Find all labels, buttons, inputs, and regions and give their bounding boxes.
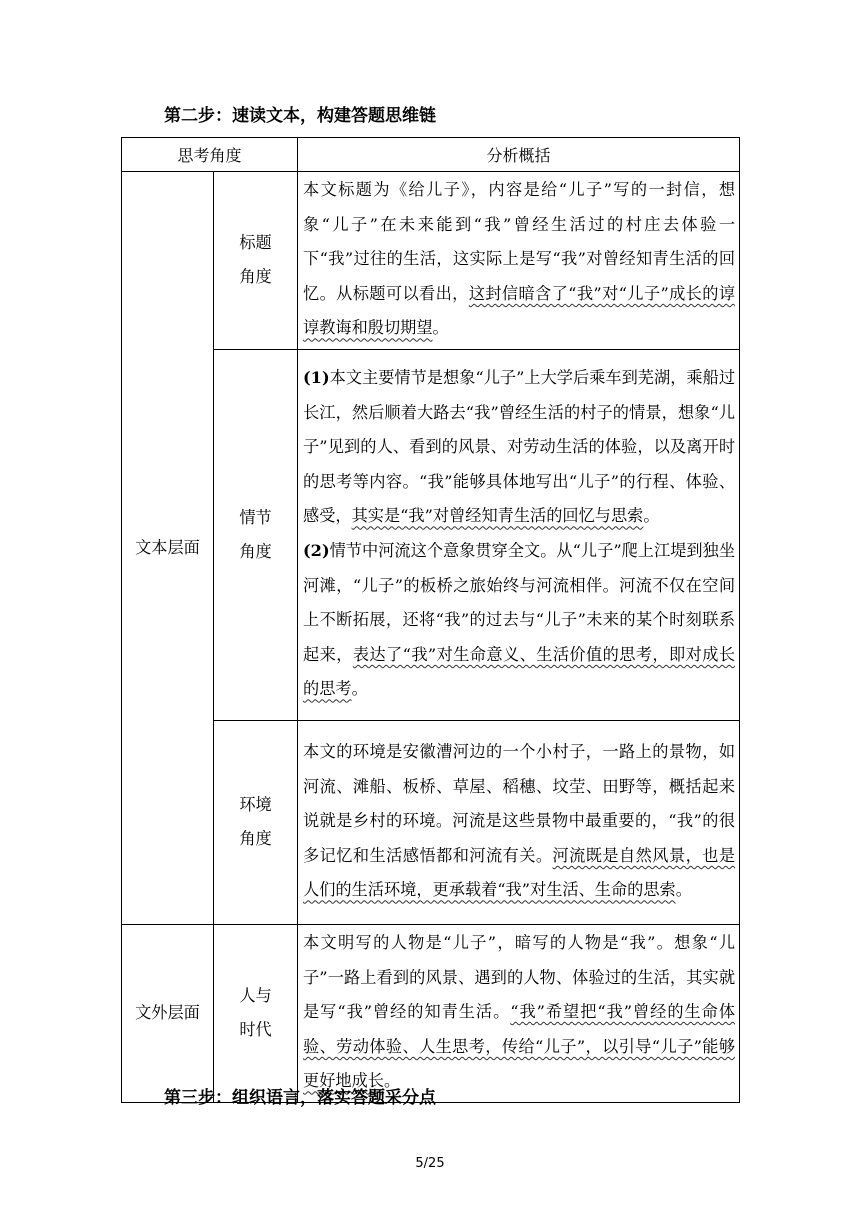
header-angle: 思考角度: [122, 138, 298, 172]
level-text-cell: 文本层面: [122, 172, 214, 925]
angle-environment-cell: 环境 角度: [214, 720, 298, 924]
table-row-environment: [122, 720, 740, 924]
table-row-people: [122, 924, 740, 1102]
angle-title-cell: 标题 角度: [214, 172, 298, 350]
angle-people-cell: 人与 时代: [214, 924, 298, 1102]
section-heading-step2: 第二步：速读文本，构建答题思维链: [164, 106, 436, 126]
table-row-plot: [122, 349, 740, 720]
analysis-table: [121, 137, 740, 1103]
key-point: 这封信暗含了“我”对“儿子”成长的谆谆教诲和殷切期望: [303, 283, 736, 338]
header-analysis: 分析概括: [298, 138, 740, 172]
key-point: 其实是“我”对曾经知青生活的回忆与思索: [351, 506, 644, 526]
page-number: 5/25: [415, 1156, 445, 1171]
table-row-title: [122, 172, 740, 350]
key-point: 河流既是自然风景，也是人们的生活环境，更承载着“我”对生活、生命的思索: [303, 845, 736, 900]
table-header-row: [122, 138, 740, 172]
section-heading-step3: 第三步：组织语言，落实答题采分点: [164, 1088, 436, 1108]
analysis-people-cell: 本文明写的人物是“儿子”，暗写的人物是“我”。想象“儿子”一路上看到的风景、遇到的人物、体验过的生活，其实就是写“我”曾经的知青生活。“我”希望把“我”曾经的生命体验、劳动体验、人生思考，传给“儿子”，以引导“儿子”能够更好地成长。: [298, 924, 740, 1102]
angle-plot-cell: 情节 角度: [214, 349, 298, 720]
level-outside-cell: 文外层面: [122, 924, 214, 1102]
analysis-plot-cell: (1)本文主要情节是想象“儿子”上大学后乘车到芜湖，乘船过长江，然后顺着大路去“我”曾经生活的村子的情景，想象“儿子”见到的人、看到的风景、对劳动生活的体验，以及离开时的思考等内容。“我”能够具体地写出“儿子”的行程、体验、感受，其实是“我”对曾经知青生活的回忆与思索。 (2)情节中河流这个意象贯穿全文。从“儿子”爬上江堤到独坐河滩，“儿子”的板桥之旅始终与河流相伴。河流不仅在空间上不断拓展，还将“我”的过去与“儿子”未来的某个时刻联系起来，表达了“我”对生命意义、生活价值的思考，即对成长的思考。: [298, 349, 740, 720]
analysis-environment-cell: 本文的环境是安徽漕河边的一个小村子，一路上的景物，如河流、滩船、板桥、草屋、稻穗、坟茔、田野等，概括起来说就是乡村的环境。河流是这些景物中最重要的，“我”的很多记忆和生活感悟都和河流有关。河流既是自然风景，也是人们的生活环境，更承载着“我”对生活、生命的思索。: [298, 720, 740, 924]
key-point: “我”希望把“我”曾经的生命体验、劳动体验、人生思考，传给“儿子”，以引导“儿子”能够更好地成长: [303, 1002, 736, 1091]
key-point: 表达了“我”对生命意义、生活价值的思考，即对成长的思考: [303, 644, 736, 699]
analysis-title-cell: 本文标题为《给儿子》，内容是给“儿子”写的一封信，想象“儿子”在未来能到“我”曾经生活过的村庄去体验一下“我”过往的生活，这实际上是写“我”对曾经知青生活的回忆。从标题可以看出，这封信暗含了“我”对“儿子”成长的谆谆教诲和殷切期望。: [298, 172, 740, 350]
